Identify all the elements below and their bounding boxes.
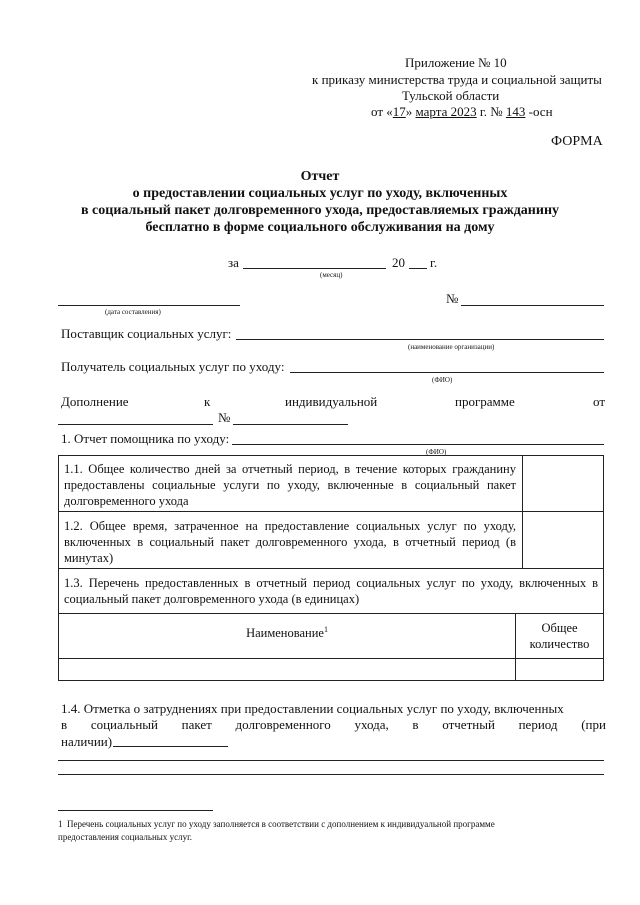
recipient-field[interactable] [290,372,604,373]
assistant-hint: (ФИО) [426,448,447,456]
addition-word-3: индивидуальной [285,394,378,409]
table-row-2-value[interactable] [522,511,604,569]
form-label: ФОРМА [551,134,603,149]
recipient-label: Получатель социальных услуг по уходу: [61,359,285,374]
addition-word-5: от [593,394,606,409]
addition-date-field[interactable] [58,424,213,425]
month-hint: (месяц) [320,271,343,279]
report-number-label: № [446,291,459,306]
month-field[interactable] [243,268,386,269]
recipient-hint: (ФИО) [432,376,453,384]
difficulties-field-1[interactable] [113,746,228,747]
addition-number-field[interactable] [233,424,348,425]
row-3-text: 1.3. Перечень предоставленных в отчетный период социальных услуг по уходу, включенных в социальный пакет долговременного ухода (в единицах) [64,576,598,606]
order-month: марта 2023 [415,104,477,119]
difficulties-field-2[interactable] [58,760,604,761]
addition-number-label: № [218,410,231,425]
difficulties-field-3[interactable] [58,774,604,775]
addition-word-1: Дополнение [61,394,129,409]
provider-field[interactable] [236,339,604,340]
provider-label: Поставщик социальных услуг: [61,326,232,341]
period-year-prefix: 20 [392,255,405,270]
provider-hint: (наименование организации) [408,343,495,351]
row-2-text: 1.2. Общее время, затраченное на предоставление социальных услуг по уходу, включенных в социальный пакет долговременного ухода, в отчетный период (в минутах) [64,519,516,565]
assistant-field[interactable] [232,444,604,445]
assistant-label: 1. Отчет помощника по уходу: [61,431,230,446]
col-name-label: Наименование$^1$ [246,625,328,641]
table-row-1-value[interactable] [522,455,604,512]
footnote-divider [58,810,213,811]
difficulties-line-1: 1.4. Отметка о затруднениях при предоставлении социальных услуг по уходу, включенных [61,701,564,716]
compiled-date-field[interactable] [58,305,240,306]
order-number: 143 [505,104,526,119]
report-number-field[interactable] [461,305,604,306]
addition-word-4: программе [455,394,515,409]
footnote-ref: 1 [323,625,328,634]
period-prefix: за [228,255,239,270]
table-row-total[interactable] [515,658,604,681]
addition-word-2: к [204,394,211,409]
period-year-suffix: г. [430,255,438,270]
appendix-number: Приложение № 10 [405,55,507,70]
row-1-text: 1.1. Общее количество дней за отчетный период, в течение которых гражданину предоставлены социальные услуги по уходу, включенные в социальный пакет долговременного ухода [64,462,516,508]
difficulties-line-2: в социальный пакет долговременного ухода, в отчетный период (при [61,717,606,732]
table-row[interactable] [58,658,516,681]
order-day: 17 [392,104,406,119]
region-name: Тульской области [402,88,500,103]
compiled-date-hint: (дата составления) [105,308,161,316]
order-date: от «17» марта 2023 г. № 143 -осн [371,104,553,119]
footnote: 1 Перечень социальных услуг по уходу заполняется в соответствии с дополнением к индивидуальной программе предоставления социальных услуг. [58,819,495,842]
document-title: Отчет о предоставлении социальных услуг по уходу, включенных в социальный пакет долговременного ухода, предоставляемых гражданину бесплатно в форме социального обслуживания на дому [80,169,560,235]
order-reference: к приказу министерства труда и социальной защиты [312,72,602,87]
year-field[interactable] [409,268,427,269]
footnote-mark: 1 [58,819,63,829]
difficulties-line-3: наличии) [61,734,113,749]
col-total-label: Общее количество [529,621,590,651]
